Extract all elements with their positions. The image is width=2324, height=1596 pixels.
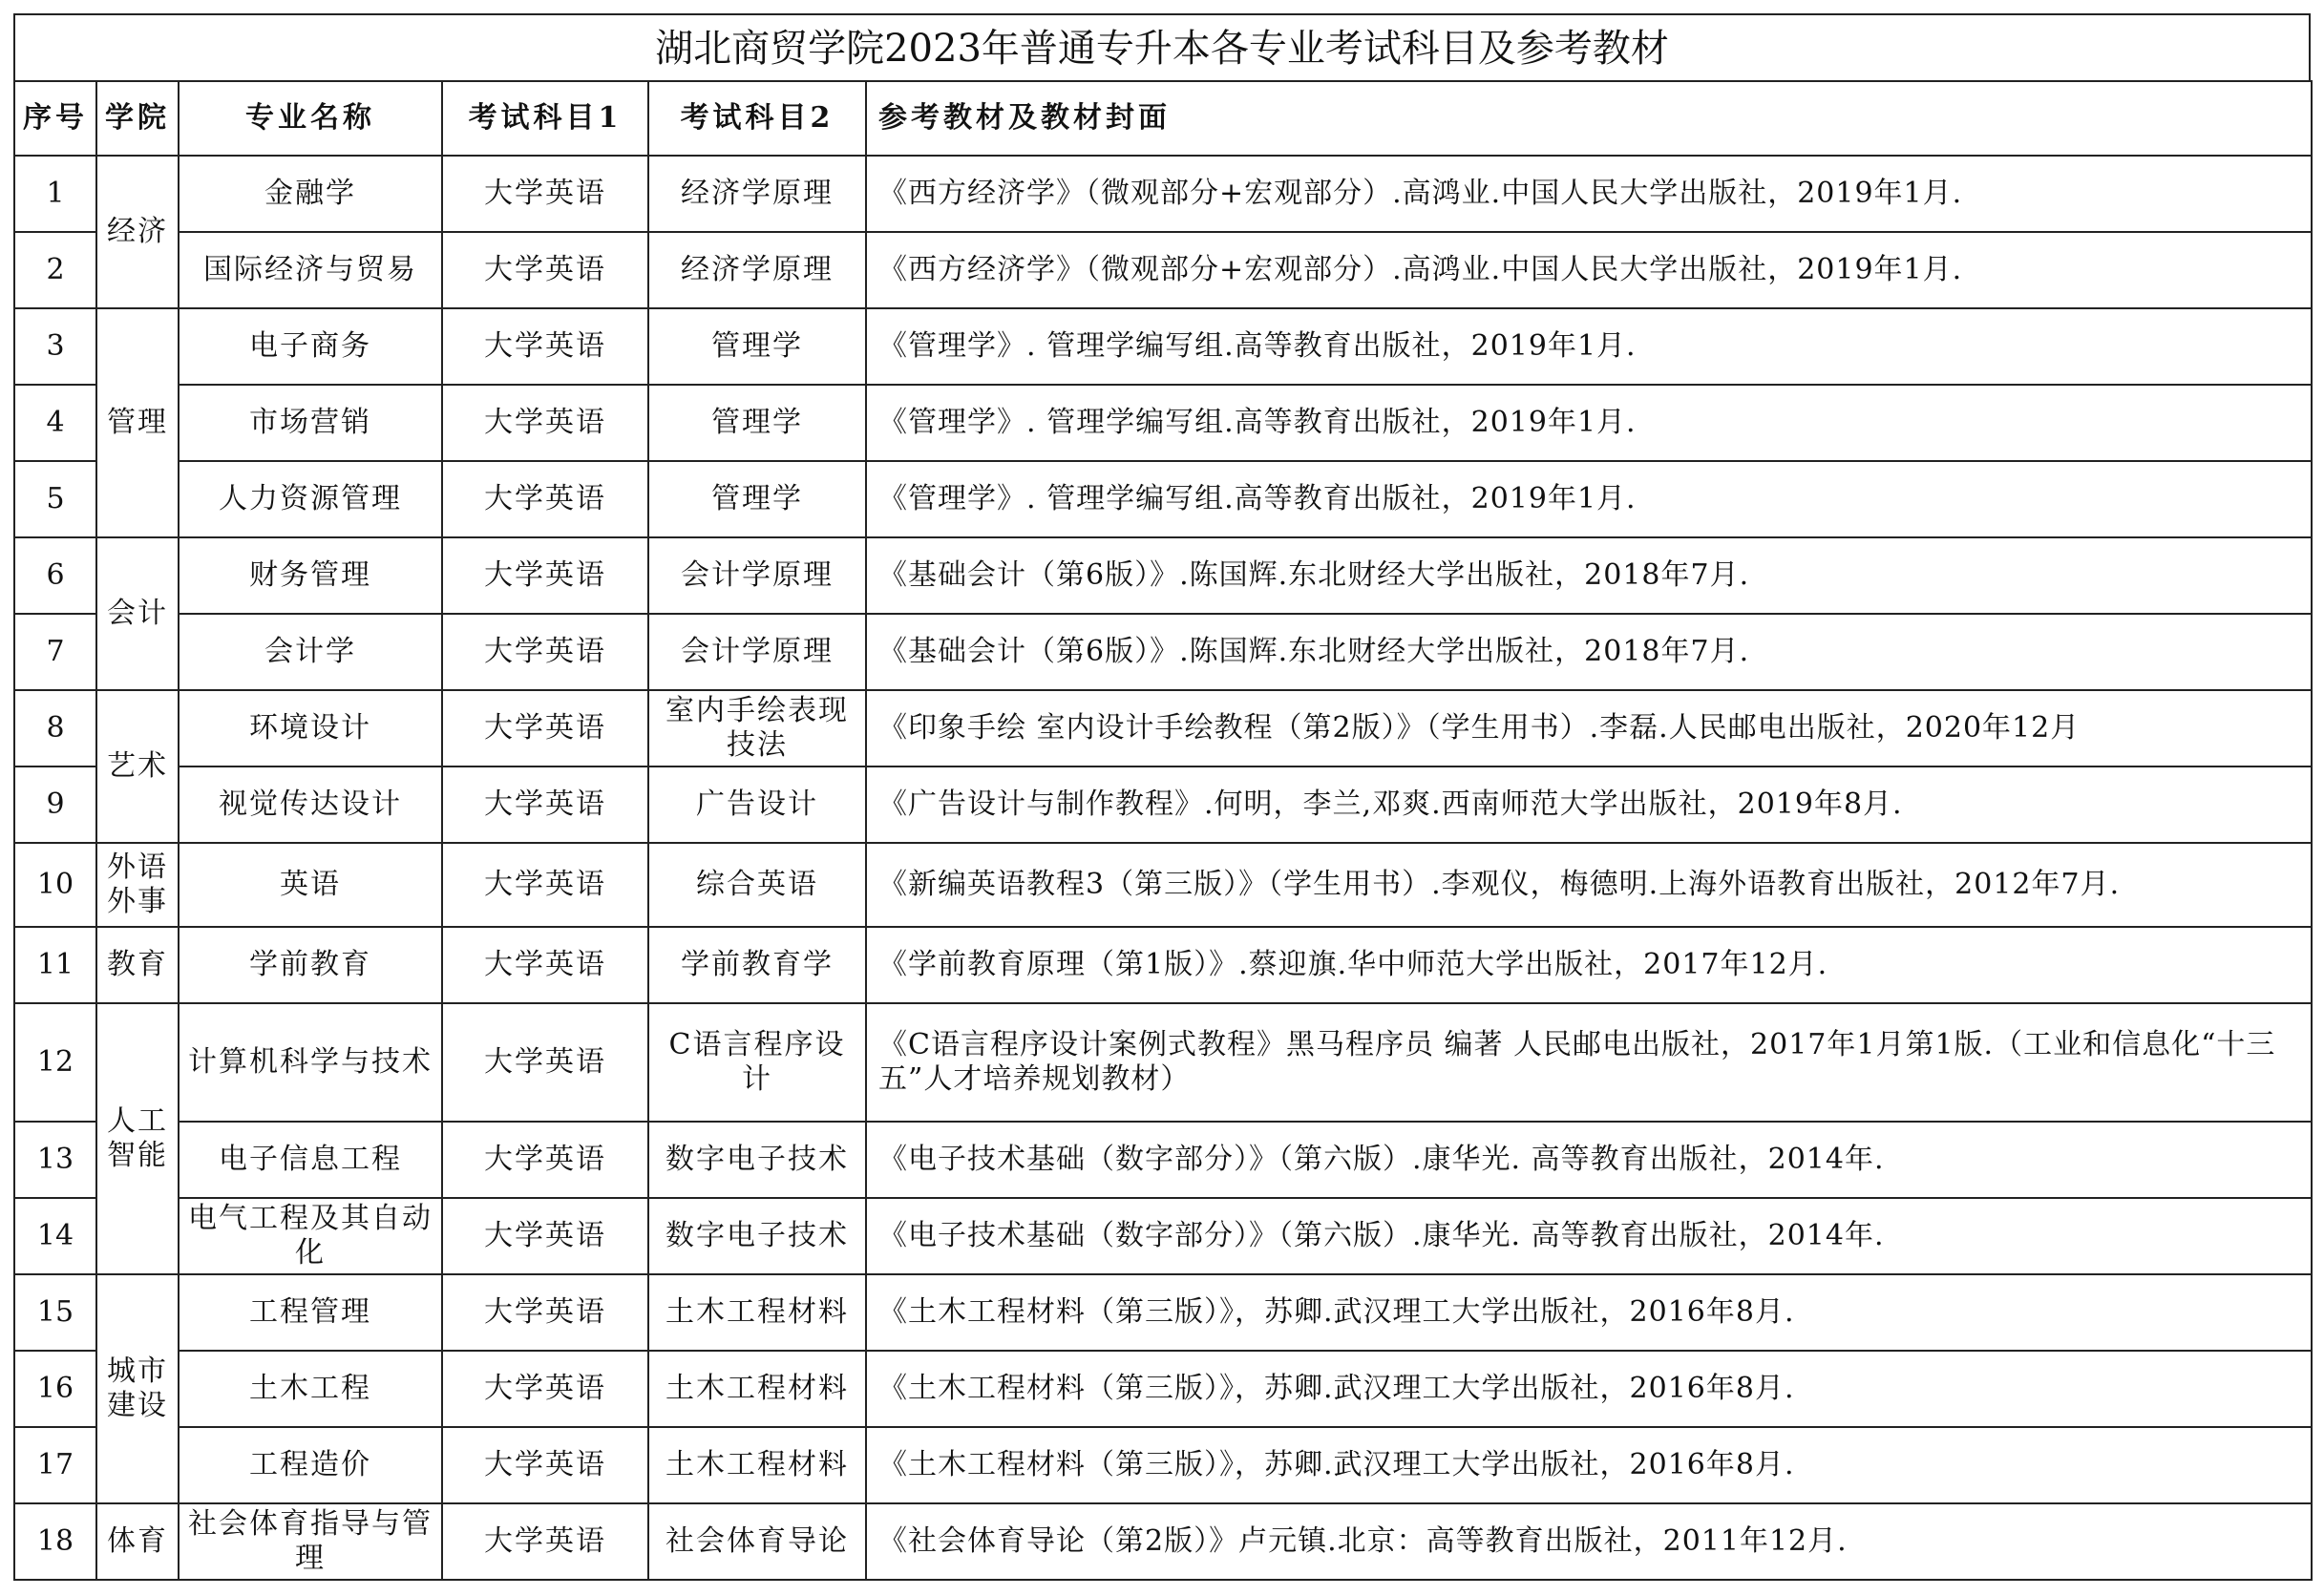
cell-subject1: 大学英语 [442, 1503, 648, 1580]
cell-major: 社会体育指导与管理 [179, 1503, 442, 1580]
cell-reference: 《广告设计与制作教程》.何明，李兰,邓爽.西南师范大学出版社，2019年8月. [866, 766, 2312, 843]
table-row [14, 843, 2312, 927]
cell-reference: 《管理学》. 管理学编写组.高等教育出版社，2019年1月. [866, 461, 2312, 537]
cell-reference: 《西方经济学》（微观部分+宏观部分）.高鸿业.中国人民大学出版社，2019年1月. [866, 156, 2312, 232]
cell-no: 11 [14, 927, 96, 1003]
cell-major: 计算机科学与技术 [179, 1003, 442, 1122]
cell-major: 学前教育 [179, 927, 442, 1003]
cell-subject1: 大学英语 [442, 614, 648, 690]
cell-no: 6 [14, 537, 96, 614]
cell-reference: 《社会体育导论（第2版）》卢元镇.北京：高等教育出版社，2011年12月. [866, 1503, 2312, 1580]
spreadsheet [13, 13, 2311, 1581]
cell-college: 教育 [96, 927, 179, 1003]
cell-major: 环境设计 [179, 690, 442, 766]
cell-no: 5 [14, 461, 96, 537]
cell-subject2: 管理学 [648, 461, 866, 537]
cell-college: 体育 [96, 1503, 179, 1580]
cell-subject2: 经济学原理 [648, 232, 866, 308]
cell-college: 艺术 [96, 690, 179, 843]
cell-reference: 《新编英语教程3（第三版）》（学生用书）.李观仪，梅德明.上海外语教育出版社，2012年7月. [866, 843, 2312, 927]
table-row [14, 1122, 2312, 1198]
cell-subject1: 大学英语 [442, 766, 648, 843]
cell-subject2: 室内手绘表现技法 [648, 690, 866, 766]
table-title: 湖北商贸学院2023年普通专升本各专业考试科目及参考教材 [13, 13, 2311, 80]
cell-subject2: 土木工程材料 [648, 1351, 866, 1427]
cell-reference: 《土木工程材料（第三版）》，苏卿.武汉理工大学出版社，2016年8月. [866, 1427, 2312, 1503]
cell-major: 人力资源管理 [179, 461, 442, 537]
table-row [14, 614, 2312, 690]
table-row [14, 927, 2312, 1003]
header-no: 序号 [14, 81, 96, 156]
cell-reference: 《基础会计（第6版）》.陈国辉.东北财经大学出版社，2018年7月. [866, 614, 2312, 690]
cell-subject1: 大学英语 [442, 1427, 648, 1503]
table-row [14, 1351, 2312, 1427]
cell-major: 电气工程及其自动化 [179, 1198, 442, 1274]
table-row [14, 1274, 2312, 1351]
table-row [14, 232, 2312, 308]
table-row [14, 1003, 2312, 1122]
cell-no: 13 [14, 1122, 96, 1198]
cell-major: 电子信息工程 [179, 1122, 442, 1198]
cell-major: 工程管理 [179, 1274, 442, 1351]
cell-subject1: 大学英语 [442, 927, 648, 1003]
cell-reference: 《基础会计（第6版）》.陈国辉.东北财经大学出版社，2018年7月. [866, 537, 2312, 614]
cell-no: 4 [14, 385, 96, 461]
cell-subject2: 管理学 [648, 308, 866, 385]
table-row [14, 537, 2312, 614]
cell-no: 17 [14, 1427, 96, 1503]
cell-subject2: 数字电子技术 [648, 1198, 866, 1274]
header-subject1: 考试科目1 [442, 81, 648, 156]
cell-major: 工程造价 [179, 1427, 442, 1503]
cell-no: 2 [14, 232, 96, 308]
cell-reference: 《管理学》. 管理学编写组.高等教育出版社，2019年1月. [866, 308, 2312, 385]
cell-no: 18 [14, 1503, 96, 1580]
cell-college: 城市建设 [96, 1274, 179, 1503]
cell-subject1: 大学英语 [442, 1198, 648, 1274]
table-row [14, 766, 2312, 843]
table-row [14, 385, 2312, 461]
cell-major: 英语 [179, 843, 442, 927]
cell-subject1: 大学英语 [442, 843, 648, 927]
cell-major: 国际经济与贸易 [179, 232, 442, 308]
cell-subject2: C语言程序设计 [648, 1003, 866, 1122]
cell-major: 金融学 [179, 156, 442, 232]
cell-major: 土木工程 [179, 1351, 442, 1427]
cell-college: 经济 [96, 156, 179, 308]
cell-subject1: 大学英语 [442, 1274, 648, 1351]
cell-reference: 《学前教育原理（第1版）》.蔡迎旗.华中师范大学出版社，2017年12月. [866, 927, 2312, 1003]
table-body [14, 156, 2312, 1580]
header-college: 学院 [96, 81, 179, 156]
cell-subject1: 大学英语 [442, 1003, 648, 1122]
exam-table [13, 80, 2313, 1581]
cell-major: 视觉传达设计 [179, 766, 442, 843]
cell-subject1: 大学英语 [442, 1351, 648, 1427]
cell-subject2: 数字电子技术 [648, 1122, 866, 1198]
cell-no: 7 [14, 614, 96, 690]
cell-reference: 《管理学》. 管理学编写组.高等教育出版社，2019年1月. [866, 385, 2312, 461]
table-row [14, 690, 2312, 766]
cell-reference: 《土木工程材料（第三版）》，苏卿.武汉理工大学出版社，2016年8月. [866, 1274, 2312, 1351]
cell-no: 9 [14, 766, 96, 843]
cell-subject1: 大学英语 [442, 232, 648, 308]
cell-college: 管理 [96, 308, 179, 537]
cell-no: 15 [14, 1274, 96, 1351]
cell-major: 市场营销 [179, 385, 442, 461]
cell-subject1: 大学英语 [442, 156, 648, 232]
cell-college: 人工智能 [96, 1003, 179, 1274]
table-row [14, 308, 2312, 385]
cell-subject2: 土木工程材料 [648, 1427, 866, 1503]
cell-no: 8 [14, 690, 96, 766]
header-subject2: 考试科目2 [648, 81, 866, 156]
cell-no: 16 [14, 1351, 96, 1427]
cell-no: 14 [14, 1198, 96, 1274]
cell-no: 3 [14, 308, 96, 385]
cell-reference: 《电子技术基础（数字部分）》（第六版）.康华光. 高等教育出版社，2014年. [866, 1198, 2312, 1274]
cell-subject2: 会计学原理 [648, 537, 866, 614]
cell-subject2: 社会体育导论 [648, 1503, 866, 1580]
cell-no: 10 [14, 843, 96, 927]
cell-subject2: 综合英语 [648, 843, 866, 927]
cell-subject2: 经济学原理 [648, 156, 866, 232]
cell-subject1: 大学英语 [442, 461, 648, 537]
cell-reference: 《电子技术基础（数字部分）》（第六版）.康华光. 高等教育出版社，2014年. [866, 1122, 2312, 1198]
table-row [14, 1503, 2312, 1580]
header-major: 专业名称 [179, 81, 442, 156]
cell-subject2: 学前教育学 [648, 927, 866, 1003]
header-row [14, 81, 2312, 156]
cell-reference: 《西方经济学》（微观部分+宏观部分）.高鸿业.中国人民大学出版社，2019年1月. [866, 232, 2312, 308]
cell-subject1: 大学英语 [442, 308, 648, 385]
cell-subject1: 大学英语 [442, 1122, 648, 1198]
cell-major: 财务管理 [179, 537, 442, 614]
cell-no: 1 [14, 156, 96, 232]
table-row [14, 1427, 2312, 1503]
cell-subject1: 大学英语 [442, 690, 648, 766]
cell-college: 外语外事 [96, 843, 179, 927]
cell-college: 会计 [96, 537, 179, 690]
cell-subject2: 管理学 [648, 385, 866, 461]
table-row [14, 1198, 2312, 1274]
cell-subject2: 广告设计 [648, 766, 866, 843]
cell-subject2: 会计学原理 [648, 614, 866, 690]
cell-no: 12 [14, 1003, 96, 1122]
table-row [14, 156, 2312, 232]
cell-major: 电子商务 [179, 308, 442, 385]
cell-subject1: 大学英语 [442, 537, 648, 614]
cell-reference: 《土木工程材料（第三版）》，苏卿.武汉理工大学出版社，2016年8月. [866, 1351, 2312, 1427]
cell-subject1: 大学英语 [442, 385, 648, 461]
cell-reference: 《C语言程序设计案例式教程》黑马程序员 编著 人民邮电出版社，2017年1月第1版.（工业和信息化“十三五”人才培养规划教材） [866, 1003, 2312, 1122]
header-reference: 参考教材及教材封面 [866, 81, 2312, 156]
cell-reference: 《印象手绘 室内设计手绘教程（第2版）》（学生用书）.李磊.人民邮电出版社，2020年12月 [866, 690, 2312, 766]
cell-major: 会计学 [179, 614, 442, 690]
table-row [14, 461, 2312, 537]
cell-subject2: 土木工程材料 [648, 1274, 866, 1351]
